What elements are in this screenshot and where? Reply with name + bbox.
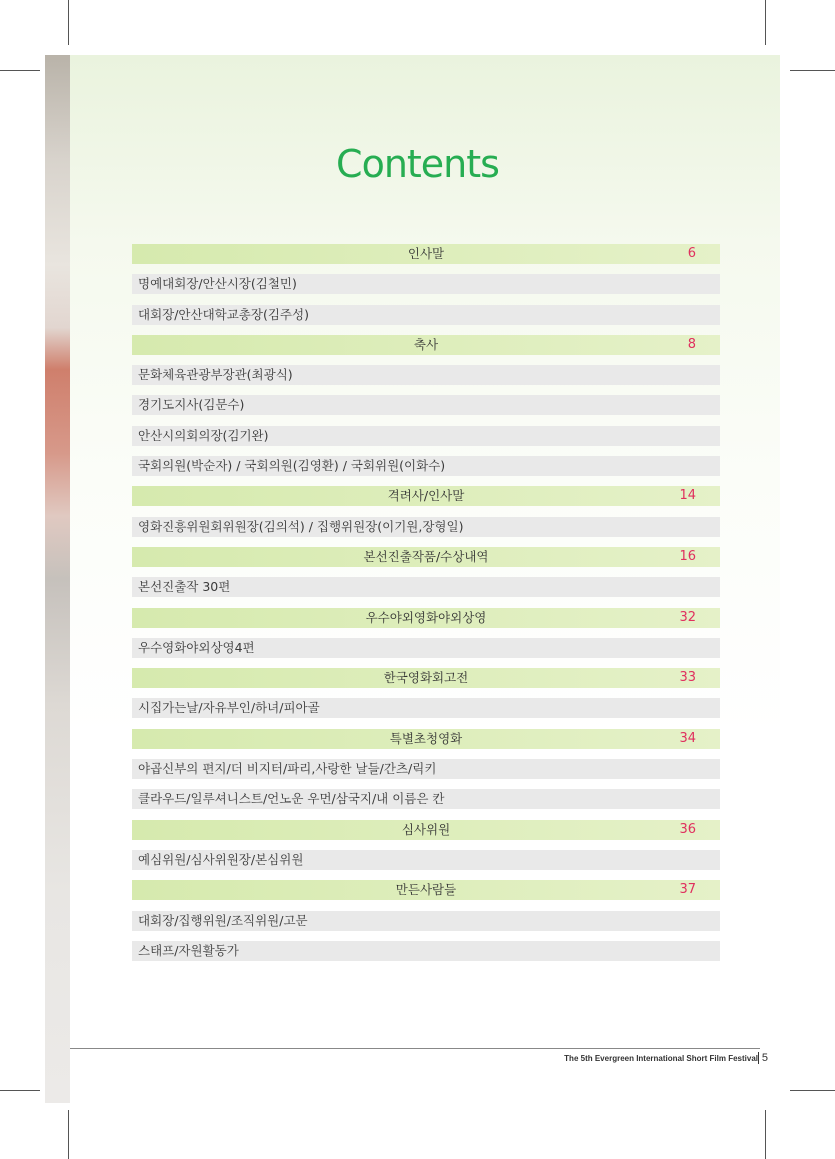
crop-mark — [68, 0, 69, 45]
toc-item-row: 대회장/집행위원/조직위원/고문 — [132, 911, 720, 931]
toc-item-row: 국회의원(박순자) / 국회의원(김영환) / 국회위원(이화수) — [132, 456, 720, 476]
toc-section-row — [132, 335, 720, 355]
toc-item-row: 영화진흥위원회위원장(김의석) / 집행위원장(이기원,장형일) — [132, 517, 720, 537]
toc-item-row: 안산시의회의장(김기완) — [132, 426, 720, 446]
crop-mark — [765, 1110, 766, 1159]
footer-divider — [70, 1048, 760, 1049]
toc-section-label: 격려사/인사말 — [387, 488, 465, 504]
toc-page-number: 34 — [679, 730, 696, 746]
toc-section-label: 특별초청영화 — [389, 730, 463, 746]
toc-item-row: 명예대회장/안산시장(김철민) — [132, 274, 720, 294]
toc-page-number: 16 — [679, 548, 696, 564]
toc-item-row: 예심위원/심사위원장/본심위원 — [132, 850, 720, 870]
toc-section-label: 심사위원 — [401, 821, 451, 837]
toc-item-row: 우수영화야외상영4편 — [132, 638, 720, 658]
toc-page-number: 32 — [679, 609, 696, 625]
toc-item-row: 시집가는날/자유부인/하녀/피아골 — [132, 698, 720, 718]
toc-page-number: 8 — [687, 336, 696, 352]
crop-mark — [790, 70, 835, 71]
toc-section-label: 한국영화회고전 — [383, 670, 469, 686]
toc-page-number: 6 — [687, 246, 696, 261]
toc-section-row — [132, 547, 720, 567]
toc-item-row: 야곱신부의 편지/더 비지터/파리,사랑한 날들/간츠/릭키 — [132, 759, 720, 779]
toc-page-number: 33 — [679, 670, 696, 686]
toc-section-row — [132, 486, 720, 506]
toc-item-row: 본선진출작 30편 — [132, 577, 720, 597]
toc-item-row: 대회장/안산대학교총장(김주성) — [132, 305, 720, 325]
toc-item-row: 문화체육관광부장관(최광식) — [132, 365, 720, 385]
toc-section-row — [132, 608, 720, 628]
crop-mark — [0, 70, 40, 71]
crop-mark — [68, 1110, 69, 1159]
toc-page-number: 14 — [679, 488, 696, 504]
toc-section-label: 인사말 — [407, 246, 445, 261]
toc-page-number: 36 — [679, 821, 696, 837]
toc-page-number: 37 — [679, 882, 696, 898]
toc-section-row — [132, 820, 720, 840]
photo-strip — [45, 55, 70, 1103]
toc-section-row — [132, 668, 720, 688]
crop-mark — [0, 1090, 40, 1091]
toc-item-row: 경기도지사(김문수) — [132, 395, 720, 415]
footer-page-number: 5 — [758, 1052, 768, 1064]
toc-item-row: 클라우드/일루셔니스트/언노운 우먼/삼국지/내 이름은 칸 — [132, 789, 720, 809]
toc-section-label: 우수야외영화야외상영 — [365, 609, 487, 625]
toc-section-label: 본선진출작품/수상내역 — [363, 548, 489, 564]
footer-text: The 5th Evergreen International Short Film Festival — [564, 1054, 758, 1063]
page-title: Contents — [336, 142, 499, 186]
toc-section-row — [132, 880, 720, 900]
table-of-contents — [132, 244, 720, 971]
toc-section-label: 축사 — [413, 336, 439, 352]
toc-section-row — [132, 244, 720, 264]
toc-section-label: 만든사람들 — [395, 882, 457, 898]
toc-item-row: 스태프/자원활동가 — [132, 941, 720, 961]
crop-mark — [765, 0, 766, 45]
toc-section-row — [132, 729, 720, 749]
crop-mark — [790, 1090, 835, 1091]
